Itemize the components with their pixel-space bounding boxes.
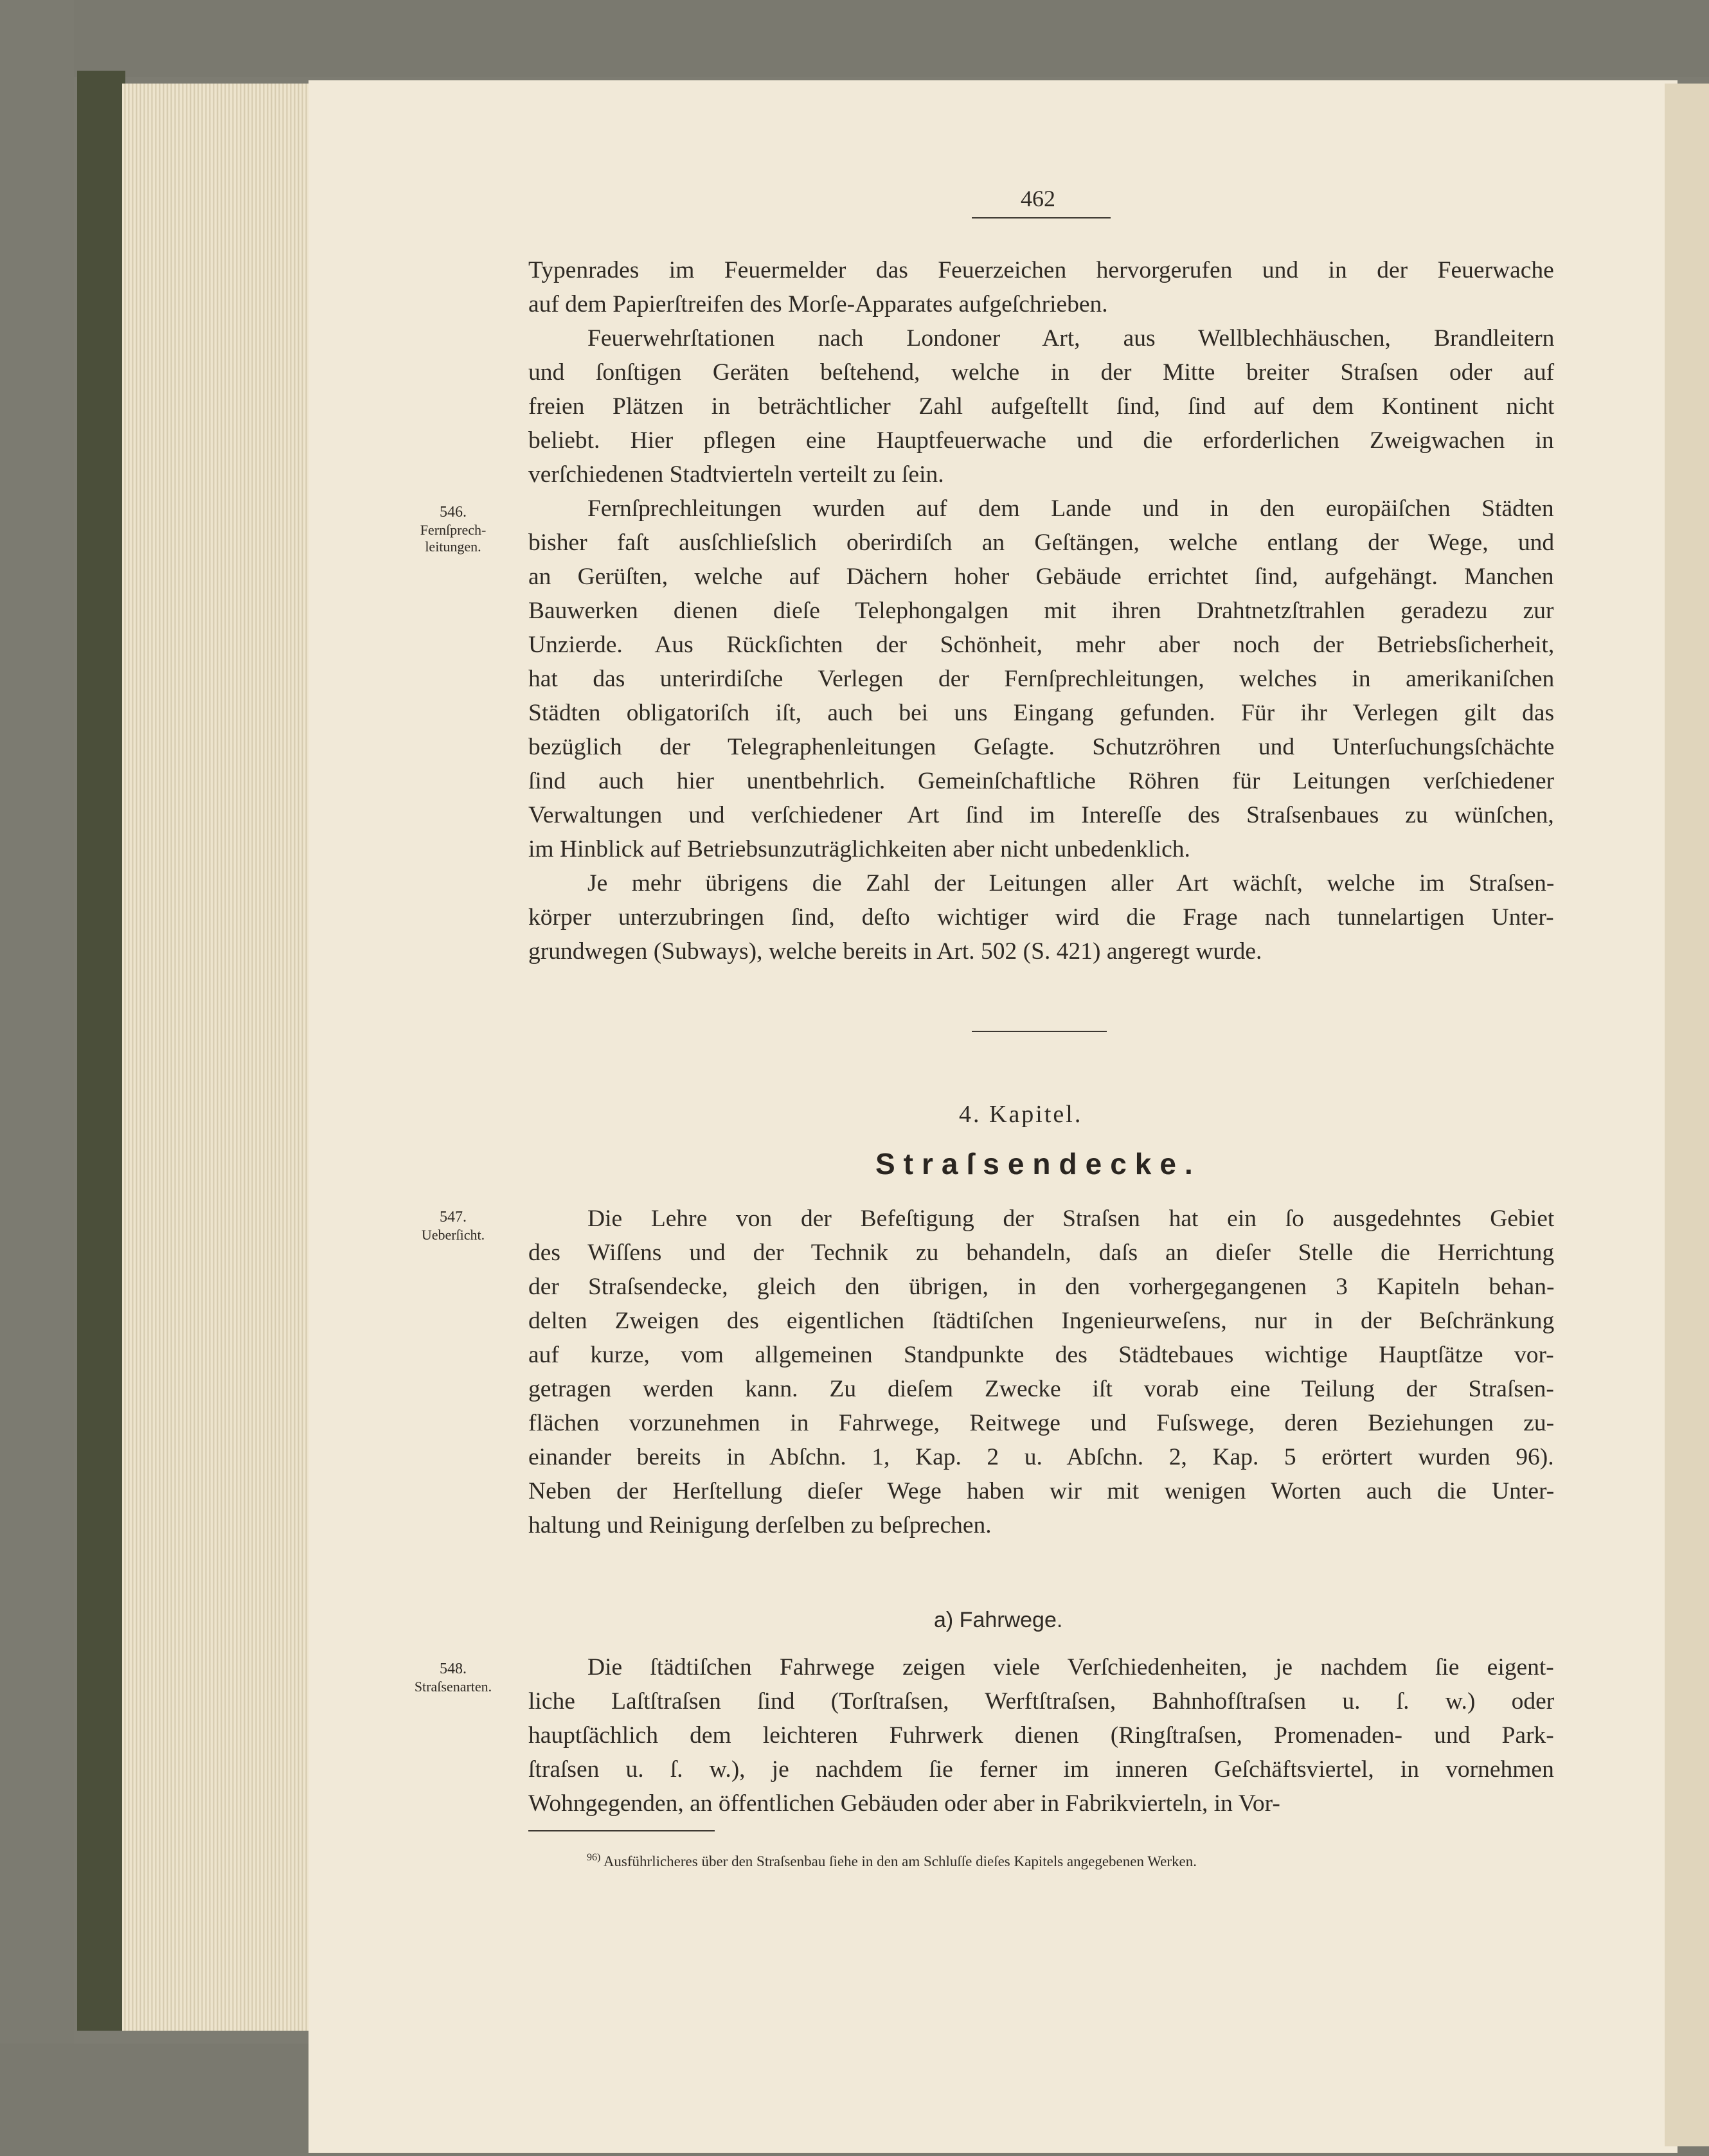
margin-note-number: 546.: [440, 504, 467, 521]
page-block-edges: [122, 84, 334, 2031]
text-line: Städten obligatoriſch iſt, auch bei uns Eingang gefunden. Für ihr Verlegen gilt das: [528, 700, 1555, 726]
text-line: verſchiedenen Stadtvierteln verteilt zu ſein.: [528, 461, 944, 488]
footnote-marker: 96): [587, 1852, 601, 1863]
text-line: der Straſsendecke, gleich den übrigen, in den vorhergegangenen 3 Kapiteln behan-: [528, 1274, 1555, 1300]
text-line: hat das unterirdiſche Verlegen der Fernſprechleitungen, welches in amerikaniſchen: [528, 666, 1555, 692]
text-line: an Gerüſten, welche auf Dächern hoher Gebäude errichtet ſind, aufgehängt. Manchen: [528, 564, 1554, 590]
text-line: Die Lehre von der Befeſtigung der Straſsen hat ein ſo ausgedehntes Gebiet: [587, 1206, 1555, 1232]
text-line: auf kurze, vom allgemeinen Standpunkte des Städtebaues wichtige Hauptſätze vor-: [528, 1342, 1554, 1368]
text-line: beliebt. Hier pflegen eine Hauptfeuerwache und die erforderlichen Zweigwachen in: [528, 427, 1554, 454]
text-line: Typenrades im Feuermelder das Feuerzeichen hervorgerufen und in der Feuerwache: [528, 257, 1554, 283]
margin-note: [382, 1660, 524, 1695]
text-line: Unzierde. Aus Rückſichten der Schönheit, mehr aber noch der Betriebsſicherheit,: [528, 632, 1555, 658]
text-line: hauptſächlich dem leichteren Fuhrwerk dienen (Ringſtraſsen, Promenaden- und Park-: [528, 1722, 1554, 1749]
text-line: Neben der Herſtellung dieſer Wege haben wir mit wenigen Worten auch die Unter-: [528, 1478, 1555, 1504]
text-line: ſind auch hier unentbehrlich. Gemeinſchaftliche Röhren für Leitungen verſchiedener: [528, 768, 1555, 794]
margin-note-number: 548.: [440, 1661, 467, 1677]
text-line: Fernſprechleitungen wurden auf dem Lande und in den europäiſchen Städten: [587, 495, 1554, 522]
text-line: freien Plätzen in beträchtlicher Zahl aufgeſtellt ſind, ſind auf dem Kontinent nicht: [528, 393, 1555, 420]
text-line: im Hinblick auf Betriebsunzuträglichkeiten aber nicht unbedenklich.: [528, 836, 1190, 862]
text-line: flächen vorzunehmen in Fahrwege, Reitwege und Fuſswege, deren Beziehungen zu-: [528, 1410, 1555, 1436]
text-line: Wohngegenden, an öffentlichen Gebäuden oder aber in Fabrikvierteln, in Vor-: [528, 1790, 1280, 1817]
footnote-text: Ausführlicheres über den Straſsenbau ſiehe in den am Schluſſe dieſes Kapitels angegebenen Werken.: [603, 1853, 1197, 1869]
margin-note-line: Ueberſicht.: [421, 1226, 485, 1243]
text-line: ſtraſsen u. ſ. w.), je nachdem ſie ferner im inneren Geſchäftsviertel, in vornehmen: [528, 1756, 1554, 1783]
footnote: [587, 1853, 1197, 1869]
margin-note-line: leitungen.: [425, 539, 481, 555]
chapter-title: Straſsendecke.: [875, 1147, 1201, 1180]
text-line: haltung und Reinigung derſelben zu beſprechen.: [528, 1512, 992, 1538]
text-line: Bauwerken dienen dieſe Telephongalgen mit ihren Drahtnetzſtrahlen geradezu zur: [528, 598, 1554, 624]
section-heading: a) Fahrwege.: [934, 1608, 1063, 1632]
text-line: Die ſtädtiſchen Fahrwege zeigen viele Verſchiedenheiten, je nachdem ſie eigent-: [587, 1654, 1554, 1680]
margin-note: [382, 503, 524, 556]
chapter-number: 4. Kapitel.: [959, 1101, 1083, 1128]
book-spine-cover: [77, 71, 125, 2031]
text-line: getragen werden kann. Zu dieſem Zwecke iſt vorab eine Teilung der Straſsen-: [528, 1376, 1554, 1402]
footnote-rule: [528, 1830, 715, 1831]
text-line: bisher faſt ausſchlieſslich oberirdiſch an Geſtängen, welche entlang der Wege, und: [528, 530, 1555, 556]
margin-note-line: Fernſprech-: [420, 521, 487, 538]
text-line: grundwegen (Subways), welche bereits in Art. 502 (S. 421) angeregt wurde.: [528, 938, 1262, 965]
margin-note-line: Straſsenarten.: [414, 1678, 492, 1695]
text-line: auf dem Papierſtreifen des Morſe-Apparates aufgeſchrieben.: [528, 291, 1108, 317]
text-line: Verwaltungen und verſchiedener Art ſind im Intereſſe des Straſsenbaues zu wünſchen,: [528, 802, 1554, 828]
text-line: liche Laſtſtraſsen ſind (Torſtraſsen, Werftſtraſsen, Bahnhofſtraſsen u. ſ. w.) oder: [528, 1688, 1555, 1715]
text-line: des Wiſſens und der Technik zu behandeln, daſs an dieſer Stelle die Herrichtung: [528, 1240, 1555, 1266]
page-number-rule: [972, 217, 1111, 218]
text-line: und ſonſtigen Geräten beſtehend, welche in der Mitte breiter Straſsen oder auf: [528, 359, 1555, 386]
text-line: bezüglich der Telegraphenleitungen Geſagte. Schutzröhren und Unterſuchungsſchächte: [528, 734, 1555, 760]
text-line: Feuerwehrſtationen nach Londoner Art, aus Wellblechhäuschen, Brandleitern: [587, 325, 1555, 352]
text-line: Je mehr übrigens die Zahl der Leitungen aller Art wächſt, welche im Straſsen-: [587, 870, 1555, 896]
page-number: 462: [1021, 186, 1055, 211]
chapter-separator: [972, 1031, 1107, 1032]
text-line: delten Zweigen des eigentlichen ſtädtiſchen Ingenieurweſens, nur in der Beſchränkung: [528, 1308, 1555, 1334]
text-line: körper unterzubringen ſind, deſto wichtiger wird die Frage nach tunnelartigen Unter-: [528, 904, 1554, 931]
margin-note: [382, 1208, 524, 1243]
margin-note-number: 547.: [440, 1209, 467, 1225]
next-page-edge: [1665, 84, 1709, 2146]
text-line: einander bereits in Abſchn. 1, Kap. 2 u. Abſchn. 2, Kap. 5 erörtert wurden 96).: [528, 1444, 1554, 1470]
